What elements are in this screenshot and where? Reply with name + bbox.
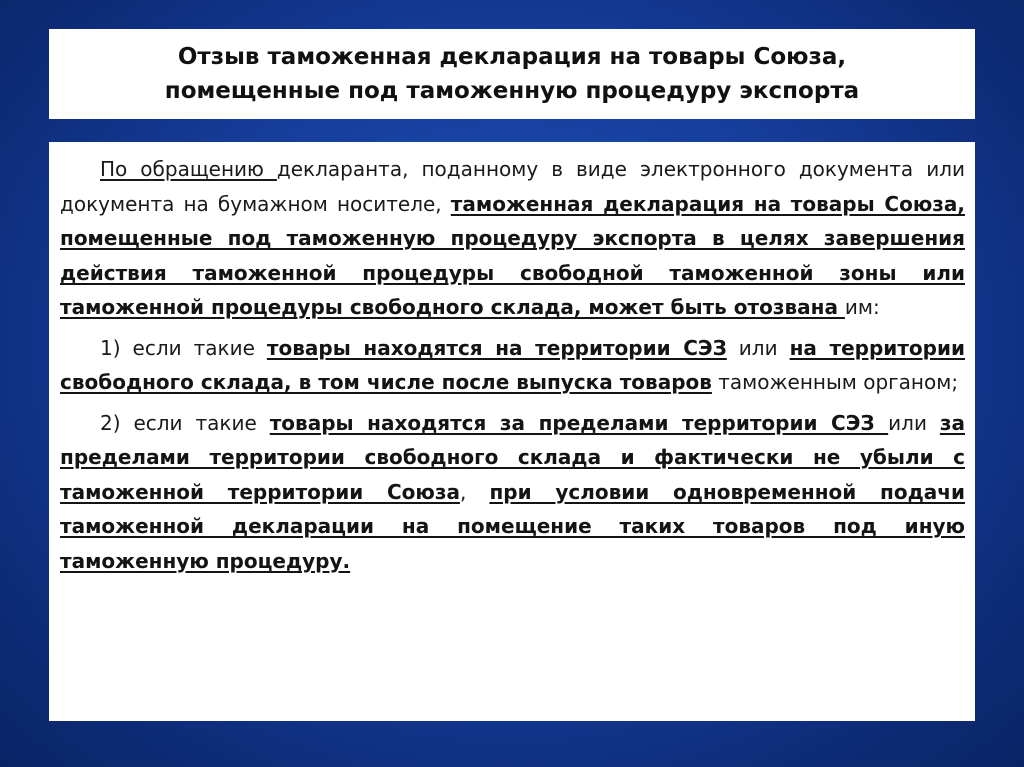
text-segment-bold-underlined: помещенные под таможенную процедуру экспорта в целях завершения действия таможенной процедуры свободной таможенной зоны или таможенной процедуры свободного склада, может быть отозвана (60, 226, 965, 319)
text-segment-bold-underlined: таможенная декларация на товары Союза, (450, 191, 965, 216)
slide-content-box (49, 142, 975, 721)
text-segment: или (888, 410, 940, 435)
text-segment-bold-underlined: за пределами территории свободного склада и фактически не убыли с таможенной территории Союза (60, 410, 965, 504)
text-segment: таможенным органом; (711, 370, 959, 394)
text-segment: декларанта, поданному в виде электронного документа или документа на бумажном носителе, (60, 157, 965, 216)
text-segment-bold-underlined: товары находятся за пределами территории СЭЗ (269, 410, 889, 435)
text-segment-bold-underlined: на территории свободного склада, в том числе после выпуска товаров (60, 335, 965, 394)
text-segment: или (726, 335, 790, 360)
paragraph-revocation-request (60, 152, 965, 325)
slide-title-box (49, 29, 975, 119)
text-segment: 2) если такие (100, 410, 270, 435)
text-segment-bold-underlined: товары находятся на территории СЭЗ (266, 335, 727, 360)
text-segment: 1) если такие (100, 335, 267, 360)
slide-title-line-2: помещенные под таможенную процедуру экспорта (164, 78, 860, 104)
text-segment-underlined: По обращению (100, 157, 277, 181)
text-segment: им: (844, 295, 880, 319)
text-segment: , (459, 479, 490, 504)
text-segment-bold-underlined: при условии одновременной подачи таможенной декларации на помещение таких товаров под иную таможенную процедуру. (60, 479, 965, 573)
paragraph-condition-1 (60, 331, 965, 400)
slide-title-line-1: Отзыв таможенная декларация на товары Союза, (177, 44, 847, 70)
paragraph-condition-2 (60, 406, 965, 579)
